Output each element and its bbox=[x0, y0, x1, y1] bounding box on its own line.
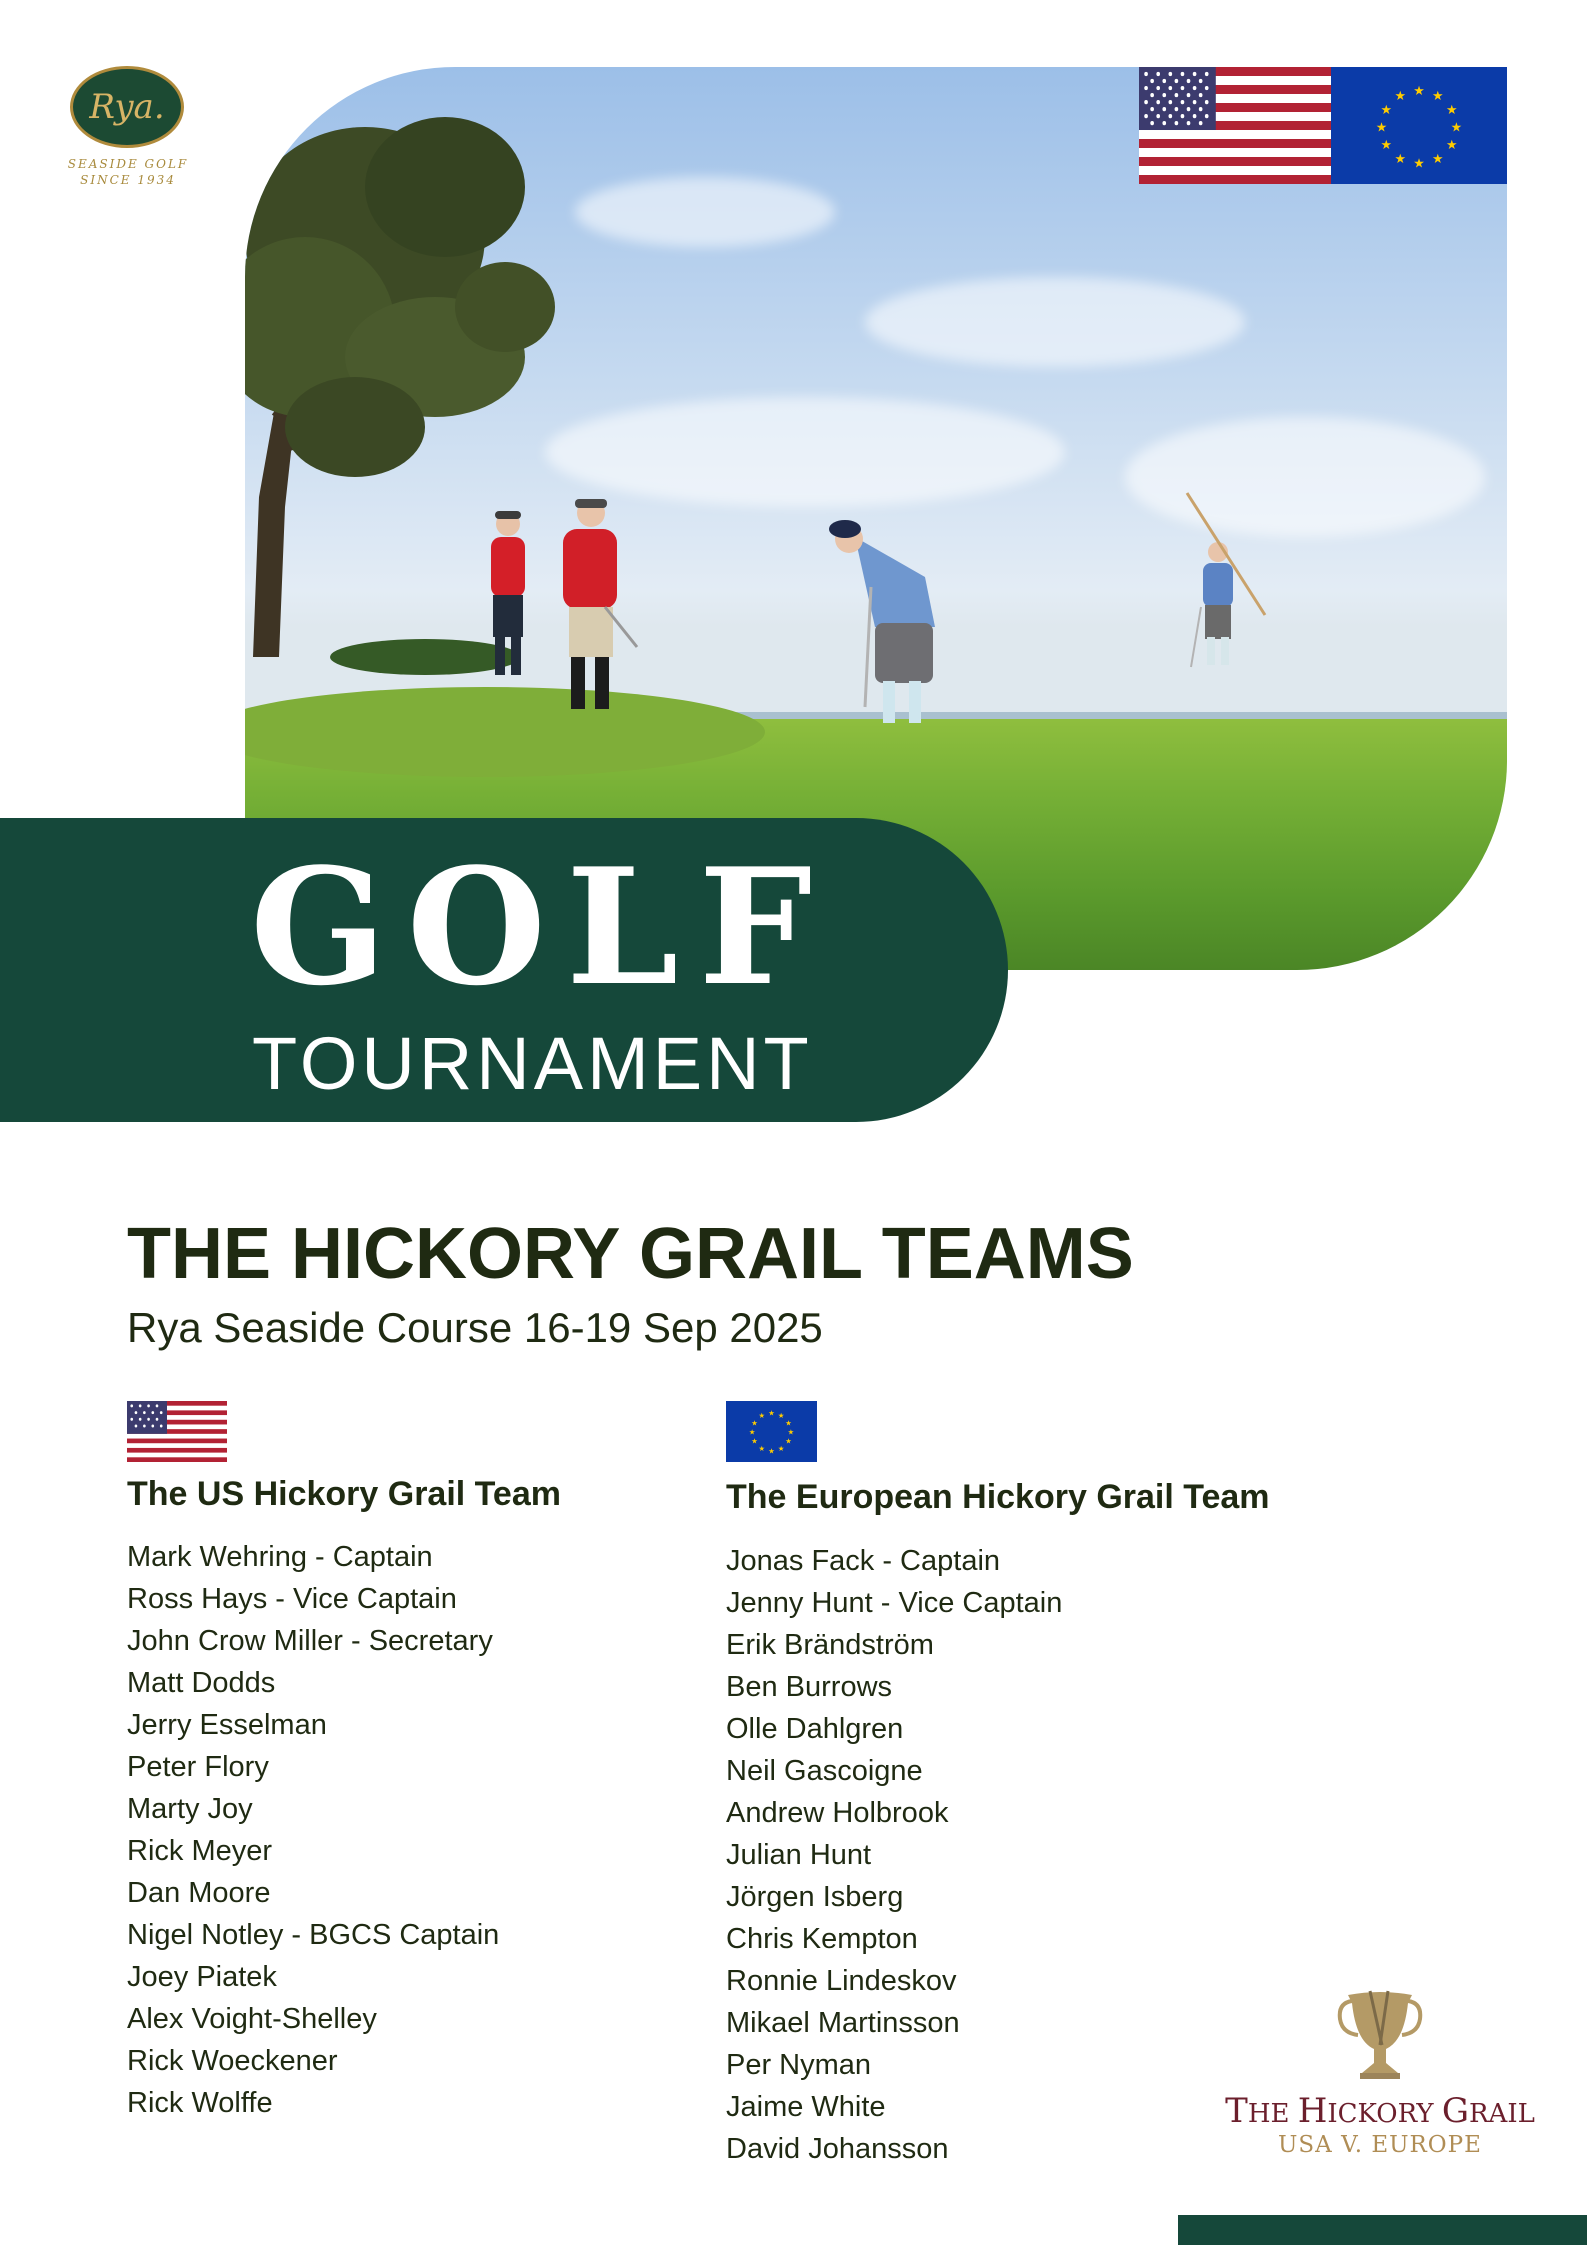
list-item: Neil Gascoigne bbox=[726, 1755, 923, 1787]
list-item: Rick Woeckener bbox=[127, 2045, 338, 2077]
svg-text:★: ★ bbox=[1450, 120, 1463, 136]
us-team-roster bbox=[127, 1536, 499, 2124]
list-item: Ronnie Lindeskov bbox=[726, 1965, 957, 1997]
svg-text:★: ★ bbox=[777, 1443, 785, 1453]
rya-logo-subtitle: SEASIDE GOLF SINCE 1934 bbox=[67, 157, 189, 187]
us-flag-icon bbox=[1139, 67, 1331, 184]
list-item: Chris Kempton bbox=[726, 1923, 918, 1955]
list-item: Mark Wehring - Captain bbox=[127, 1541, 433, 1573]
banner-subhead: TOURNAMENT bbox=[252, 1022, 813, 1105]
svg-text:★: ★ bbox=[785, 1418, 792, 1428]
svg-text:★: ★ bbox=[768, 1446, 775, 1456]
svg-text:★: ★ bbox=[751, 1418, 758, 1428]
list-item: Alex Voight-Shelley bbox=[127, 2003, 377, 2035]
trophy-icon bbox=[1330, 1985, 1430, 2085]
svg-text:★: ★ bbox=[1445, 102, 1458, 118]
list-item: Matt Dodds bbox=[127, 1667, 276, 1699]
list-item: Joey Piatek bbox=[127, 1961, 277, 1993]
list-item: John Crow Miller - Secretary bbox=[127, 1625, 493, 1657]
list-item: Ben Burrows bbox=[726, 1671, 893, 1703]
list-item: Nigel Notley - BGCS Captain bbox=[127, 1919, 500, 1951]
svg-text:★: ★ bbox=[1394, 151, 1407, 167]
list-item: Ross Hays - Vice Captain bbox=[127, 1583, 457, 1615]
svg-text:★: ★ bbox=[768, 1408, 775, 1418]
eu-team-heading: The European Hickory Grail Team bbox=[726, 1478, 1270, 1516]
footer-accent-bar bbox=[1178, 2215, 1587, 2245]
list-item: Mikael Martinsson bbox=[726, 2007, 960, 2039]
us-flag-icon bbox=[127, 1401, 227, 1462]
svg-text:★: ★ bbox=[1413, 156, 1425, 172]
list-item: Jenny Hunt - Vice Captain bbox=[726, 1587, 1063, 1619]
svg-text:★: ★ bbox=[1413, 84, 1425, 100]
eu-flag-icon bbox=[726, 1401, 817, 1462]
svg-text:★: ★ bbox=[1380, 137, 1393, 153]
grail-logo-name: THE HICKORY GRAIL bbox=[1225, 2091, 1535, 2131]
svg-text:★: ★ bbox=[758, 1411, 766, 1421]
rya-logo-mark: Rya. bbox=[70, 66, 184, 148]
svg-text:★: ★ bbox=[1380, 102, 1393, 118]
svg-text:★: ★ bbox=[758, 1443, 766, 1453]
svg-text:★: ★ bbox=[1445, 137, 1458, 153]
svg-text:★: ★ bbox=[1394, 88, 1407, 104]
list-item: Erik Brändström bbox=[726, 1629, 934, 1661]
svg-text:★: ★ bbox=[785, 1436, 792, 1446]
svg-text:★: ★ bbox=[787, 1427, 795, 1437]
grail-logo-tagline: USA V. EUROPE bbox=[1278, 2132, 1482, 2158]
svg-text:★: ★ bbox=[751, 1436, 758, 1446]
list-item: Marty Joy bbox=[127, 1793, 253, 1825]
list-item: David Johansson bbox=[726, 2133, 949, 2165]
list-item: Per Nyman bbox=[726, 2049, 872, 2081]
list-item: Andrew Holbrook bbox=[726, 1797, 949, 1829]
banner-headline: GOLF bbox=[250, 833, 833, 1021]
svg-text:★: ★ bbox=[1431, 151, 1444, 167]
list-item: Jaime White bbox=[726, 2091, 886, 2123]
svg-text:★: ★ bbox=[1431, 88, 1444, 104]
list-item: Olle Dahlgren bbox=[726, 1713, 904, 1745]
page-title: THE HICKORY GRAIL TEAMS bbox=[127, 1214, 1134, 1294]
page-subtitle: Rya Seaside Course 16-19 Sep 2025 bbox=[127, 1304, 823, 1351]
svg-text:★: ★ bbox=[777, 1411, 785, 1421]
svg-text:★: ★ bbox=[1375, 120, 1388, 136]
hickory-grail-logo bbox=[1190, 1985, 1570, 2165]
list-item: Dan Moore bbox=[127, 1877, 271, 1909]
eu-flag-icon bbox=[1331, 67, 1507, 184]
us-team-heading: The US Hickory Grail Team bbox=[127, 1475, 561, 1513]
eu-team-roster bbox=[726, 1540, 1062, 2170]
list-item: Jerry Esselman bbox=[127, 1709, 327, 1741]
list-item: Rick Meyer bbox=[127, 1835, 273, 1867]
list-item: Jonas Fack - Captain bbox=[726, 1545, 1001, 1577]
list-item: Julian Hunt bbox=[726, 1839, 872, 1871]
rya-logo bbox=[64, 62, 194, 192]
list-item: Rick Wolffe bbox=[127, 2087, 273, 2119]
svg-text:★: ★ bbox=[748, 1427, 756, 1437]
list-item: Peter Flory bbox=[127, 1751, 269, 1783]
list-item: Jörgen Isberg bbox=[726, 1881, 904, 1913]
